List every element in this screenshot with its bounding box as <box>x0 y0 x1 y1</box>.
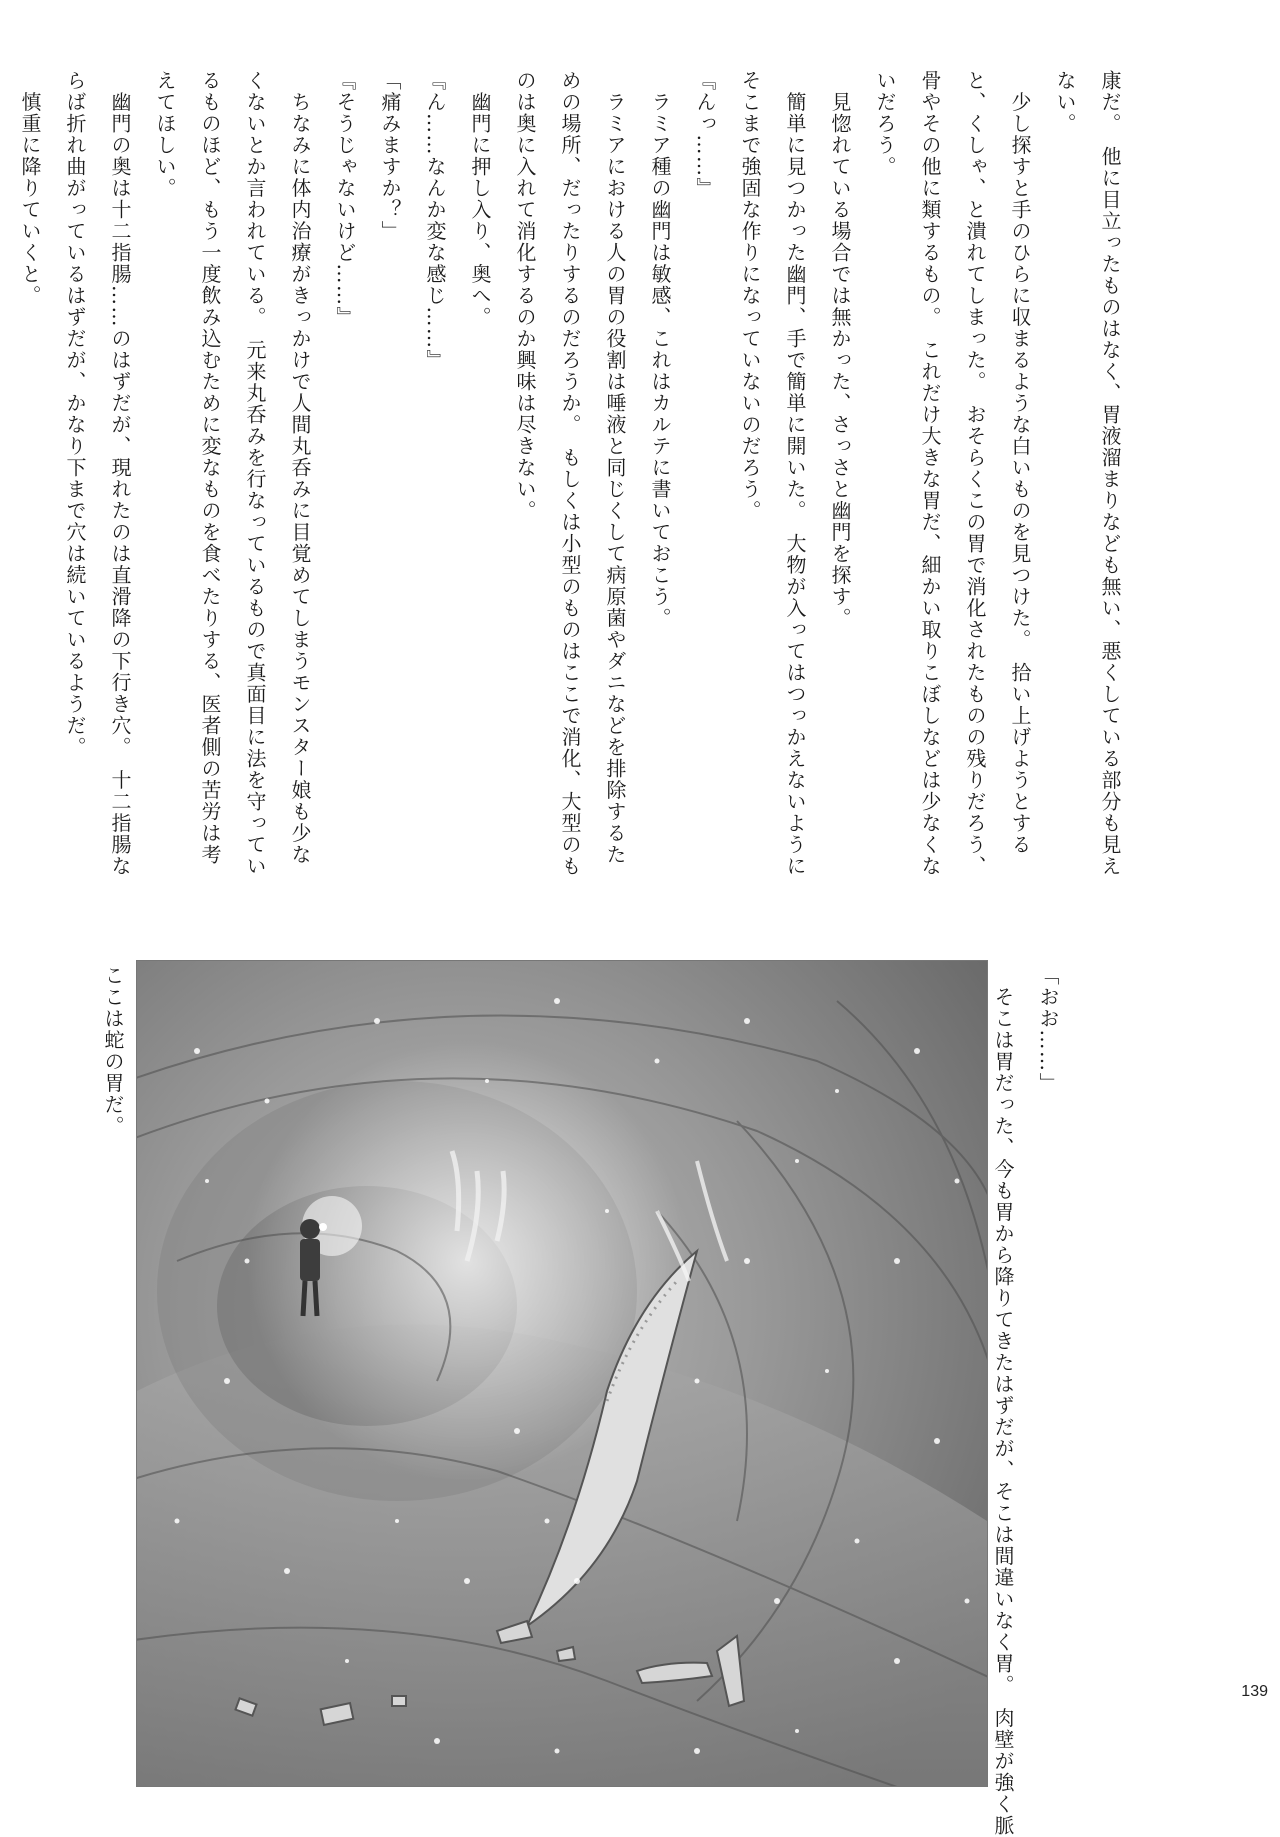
text-line: 「痛みますか？」 <box>378 70 402 242</box>
page-number: 139 <box>1241 1683 1268 1700</box>
illustration-drawing <box>137 961 987 1786</box>
stomach-tunnel-illustration <box>136 960 988 1787</box>
text-line: くないとか言われている。 元来丸呑みを行なっているもので真面目に法を守ってい <box>243 70 267 877</box>
text-line: らば折れ曲がっているはずだが、かなり下まで穴は続いているようだ。 <box>63 70 87 758</box>
text-line: いだろう。 <box>873 70 897 178</box>
caption-text: ここは蛇の胃だ。 <box>101 965 125 1137</box>
text-line: るものほど、もう一度飲み込むために変なものを食べたりする、医者側の苦労は考 <box>198 70 222 866</box>
illustration-caption <box>90 965 135 1805</box>
text-line: そこは胃だった、今も胃から降りてきたはずだが、そこは間違いなく胃。 肉壁が強く脈 <box>991 965 1015 1837</box>
text-line: ない。 <box>1053 70 1077 135</box>
text-line: めの場所、だったりするのだろうか。 もしくは小型のものはここで消化、大型のも <box>558 70 582 877</box>
text-line: 少し探すと手のひらに収まるような白いものを見つけた。 拾い上げようとする <box>1008 70 1032 856</box>
text-line: 見惚れている場合では無かった、さっさと幽門を探す。 <box>828 70 852 629</box>
text-line: ラミア種の幽門は敏感、これはカルテに書いておこう。 <box>648 70 672 629</box>
text-line: 康だ。 他に目立ったものはなく、胃液溜まりなども無い、悪くしている部分も見え <box>1098 70 1122 877</box>
text-line: 『ん……なんか変な感じ……』 <box>423 70 447 371</box>
text-line: ちなみに体内治療がきっかけで人間丸呑みに目覚めてしまうモンスター娘も少な <box>288 70 312 866</box>
text-line: えてほしい。 <box>153 70 177 199</box>
text-line: そこまで強固な作りになっていないのだろう。 <box>738 70 762 522</box>
text-line: のは奥に入れて消化するのか興味は尽きない。 <box>513 70 537 522</box>
text-line: 『んっ……』 <box>693 70 717 199</box>
text-line: 『そうじゃないけど……』 <box>333 70 357 328</box>
text-line: 慎重に降りていくと。 <box>18 70 42 307</box>
text-line: 幽門に押し入り、奥へ。 <box>468 70 492 328</box>
top-text-block <box>7 70 1132 910</box>
text-line: 骨やその他に類するもの。 これだけ大きな胃だ、細かい取りこぼしなどは少なくな <box>918 70 942 877</box>
text-line: 幽門の奥は十二指腸……のはずだが、現れたのは直滑降の下行き穴。 十二指腸な <box>108 70 132 877</box>
text-line: 簡単に見つかった幽門、手で簡単に開いた。 大物が入ってはつっかえないように <box>783 70 807 877</box>
text-line: と、くしゃ、と潰れてしまった。 おそらくこの胃で消化されたものの残りだろう、 <box>963 70 987 877</box>
text-line: ラミアにおける人の胃の役割は唾液と同じくして病原菌やダニなどを排除するた <box>603 70 627 866</box>
text-line: 「おお……」 <box>1036 965 1060 1094</box>
